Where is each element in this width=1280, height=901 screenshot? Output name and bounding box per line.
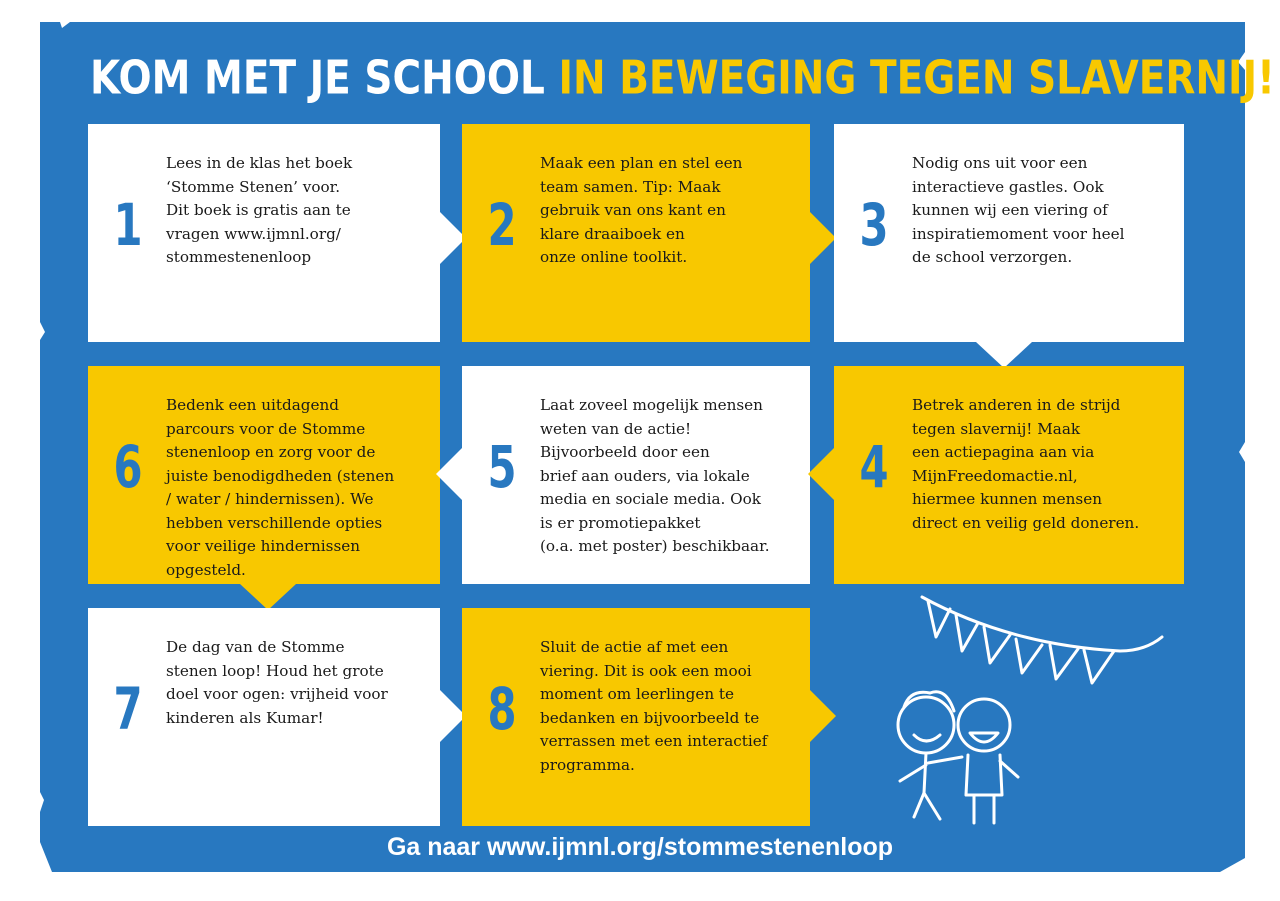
bunting-flags-icon [922, 597, 1162, 683]
step-text-8: Sluit de actie af met een viering. Dit is ook een mooi moment om leerlingen te bedanken en bijvoorbeeld te verrassen met een interactief programma. [540, 638, 768, 774]
step-card-6 [88, 366, 440, 584]
step-number-2: 2 [487, 191, 517, 259]
step-number-6: 6 [113, 433, 143, 501]
step-card-8 [462, 608, 810, 826]
step-card-3 [834, 124, 1184, 342]
arrow-left-4 [808, 448, 834, 500]
step-card-4 [834, 366, 1184, 584]
title-part-yellow: IN BEWEGING TEGEN SLAVERNIJ! [558, 52, 1275, 106]
step-text-1: Lees in de klas het boek ‘Stomme Stenen’ voor. Dit boek is gratis aan te vragen www.ijmnl.org/ stommestenenloop [166, 154, 353, 266]
step-card-2 [462, 124, 810, 342]
step-number-5: 5 [487, 433, 517, 501]
step-card-7 [88, 608, 440, 826]
step-text-6: Bedenk een uitdagend parcours voor de Stomme stenenloop en zorg voor de juiste benodigdheden (stenen / water / hindernissen). We hebben verschillende opties voor veilige hindernissen opgesteld. [166, 396, 395, 579]
step-text-3: Nodig ons uit voor een interactieve gastles. Ook kunnen wij een viering of inspiratiemoment voor heel de school verzorgen. [912, 154, 1125, 266]
arrow-down-6 [240, 584, 296, 610]
step-number-8: 8 [487, 675, 517, 743]
step-text-4: Betrek anderen in de strijd tegen slavernij! Maak een actiepagina aan via MijnFreedomactie.nl, hiermee kunnen mensen direct en veilig geld doneren. [912, 396, 1140, 532]
two-kids-icon [898, 692, 1018, 823]
arrow-right-2 [810, 212, 836, 264]
step-card-5 [462, 366, 810, 584]
title-part-white: KOM MET JE SCHOOL [90, 52, 545, 106]
arrow-right-8 [810, 690, 836, 742]
page-title [90, 52, 1275, 123]
step-card-1 [88, 124, 440, 342]
arrow-down-3 [976, 342, 1032, 368]
celebration-illustration [870, 585, 1190, 830]
step-text-7: De dag van de Stomme stenen loop! Houd het grote doel voor ogen: vrijheid voor kinderen als Kumar! [166, 638, 388, 727]
step-number-3: 3 [859, 191, 889, 259]
arrow-left-5 [436, 448, 462, 500]
step-number-1: 1 [113, 191, 143, 259]
footer-link[interactable]: Ga naar www.ijmnl.org/stommestenenloop [386, 833, 894, 861]
step-number-7: 7 [113, 675, 143, 743]
step-text-2: Maak een plan en stel een team samen. Tip: Maak gebruik van ons kant en klare draaiboek en onze online toolkit. [540, 154, 743, 266]
step-text-5: Laat zoveel mogelijk mensen weten van de actie! Bijvoorbeeld door een brief aan ouders, via lokale media en sociale media. Ook is er promotiepakket (o.a. met poster) beschikbaar. [540, 396, 770, 555]
step-number-4: 4 [859, 433, 889, 501]
